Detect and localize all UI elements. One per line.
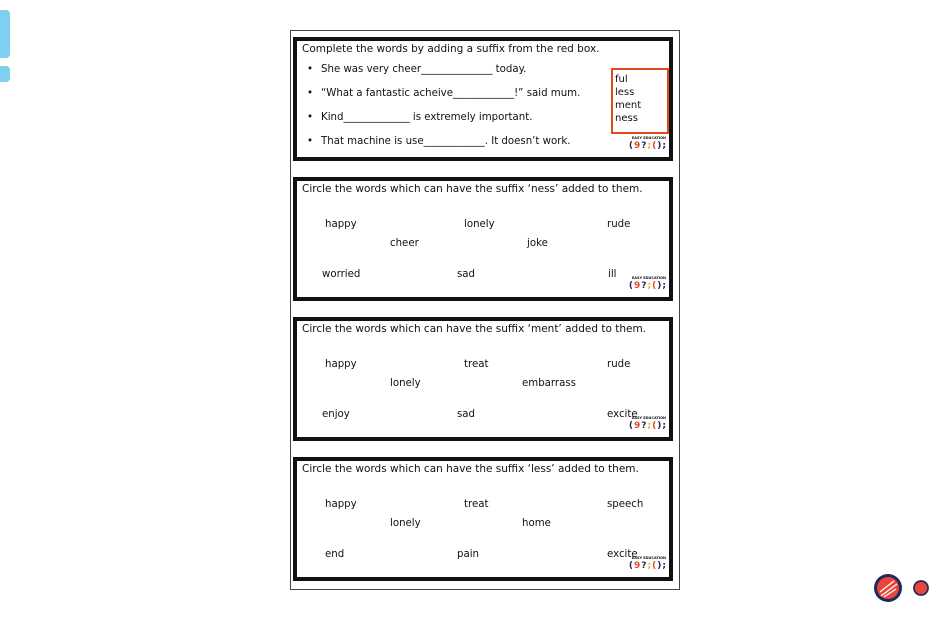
panel-instruction: Circle the words which can have the suffix ‘less’ added to them. [302,463,639,475]
panel-instruction: Circle the words which can have the suffix ‘ment’ added to them. [302,323,647,335]
word-option[interactable]: treat [464,359,489,370]
panel-instruction: Circle the words which can have the suffix ‘ness’ added to them. [302,183,643,195]
word-option[interactable]: sad [457,269,476,280]
panel-instruction: Complete the words by adding a suffix from the red box. [302,43,600,55]
easy-education-logo: EASY EDUCATION ( 9 ? ; ( ) ; [628,556,666,571]
word-option[interactable]: excite [607,549,638,560]
suffix-item: less [615,87,635,98]
exclamation-icon [0,10,14,85]
word-option[interactable]: joke [527,238,548,249]
panel-suffix-ness [293,177,673,301]
suffix-item: ness [615,113,638,124]
word-option[interactable]: happy [325,219,357,230]
word-option[interactable]: sad [457,409,476,420]
panel-complete-words [293,37,673,161]
easy-education-logo: EASY EDUCATION ( 9 ? ; ( ) ; [628,136,666,151]
sentence-item: • Kind_____________ is extremely important. [307,111,580,135]
suffix-item: ment [615,100,642,111]
word-option[interactable]: lonely [390,518,421,529]
worksheet-page [290,30,680,590]
word-option[interactable]: worried [322,269,361,280]
sentence-item: • She was very cheer______________ today. [307,63,580,87]
suffix-item: ful [615,74,628,85]
word-option[interactable]: speech [607,499,644,510]
word-option[interactable]: lonely [390,378,421,389]
easy-education-logo: EASY EDUCATION ( 9 ? ; ( ) ; [628,276,666,291]
word-option[interactable]: excite [607,409,638,420]
word-option[interactable]: treat [464,499,489,510]
sentence-list [307,63,580,159]
suffix-box [611,68,669,134]
easy-education-logo: EASY EDUCATION ( 9 ? ; ( ) ; [628,416,666,431]
panel-suffix-less [293,457,673,581]
sentence-item: • That machine is use____________. It doesn’t work. [307,135,580,159]
word-option[interactable]: happy [325,499,357,510]
word-option[interactable]: lonely [464,219,495,230]
sentence-item: • “What a fantastic acheive____________!” said mum. [307,87,580,111]
word-option[interactable]: end [325,549,345,560]
word-option[interactable]: home [522,518,551,529]
word-option[interactable]: pain [457,549,479,560]
word-option[interactable]: cheer [390,238,419,249]
scribble-badge-icon [872,572,904,604]
panel-suffix-ment [293,317,673,441]
word-option[interactable]: enjoy [322,409,350,420]
word-option[interactable]: happy [325,359,357,370]
word-option[interactable]: embarrass [522,378,576,389]
word-option[interactable]: ill [608,269,617,280]
word-option[interactable]: rude [607,219,631,230]
scribble-badge-icon [912,572,930,604]
word-option[interactable]: rude [607,359,631,370]
